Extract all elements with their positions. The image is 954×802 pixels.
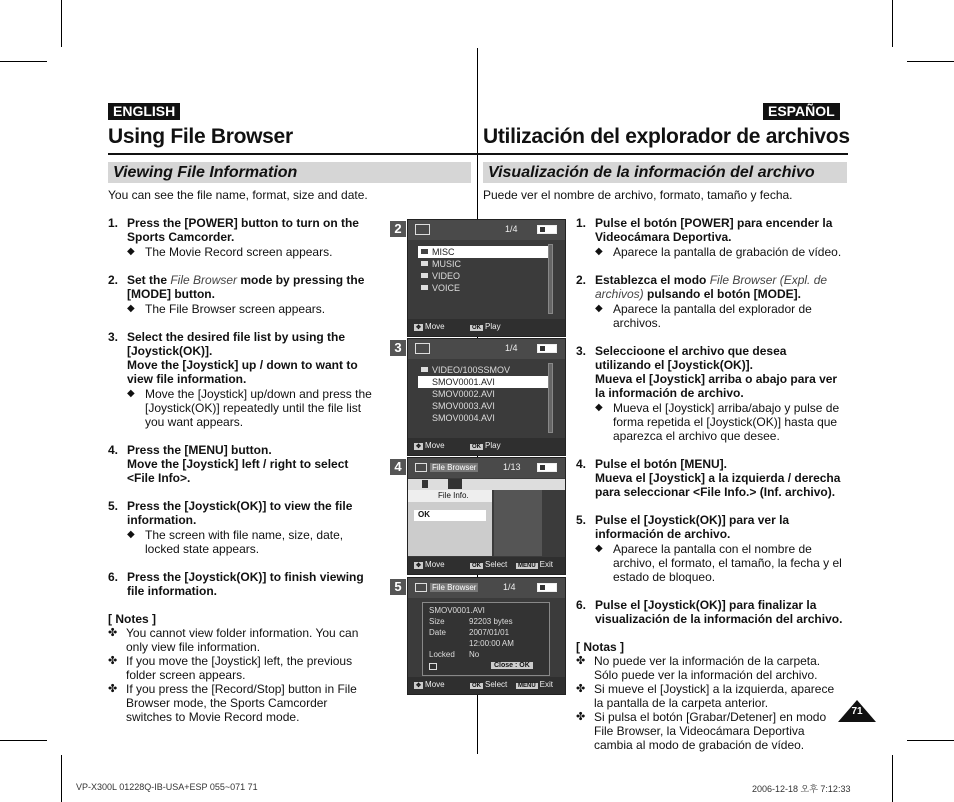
ok-option[interactable]: OK [414, 510, 486, 521]
crop-mark [907, 740, 954, 741]
step-text: Press the [Joystick(OK)] to finish viewing file information. [127, 570, 364, 598]
crop-mark [892, 755, 893, 802]
crop-mark [61, 0, 62, 47]
joystick-icon: ✥ [416, 683, 422, 689]
step-number: 2. [108, 273, 119, 287]
list-item[interactable]: VOICE [418, 282, 553, 294]
screen-number: 5 [390, 579, 406, 595]
camcorder-screen [407, 338, 566, 456]
screen-topbar [408, 339, 565, 359]
step-body [595, 457, 845, 499]
step-number: 2. [576, 273, 587, 287]
file-counter: 1/4 [503, 582, 516, 592]
joystick-icon: ✥ [416, 325, 422, 331]
list-item[interactable]: SMOV0001.AVI [418, 376, 553, 388]
size-label: Size [429, 617, 445, 626]
page-title-spanish: Utilización del explorador de archivos [483, 125, 850, 148]
step-body [595, 216, 845, 259]
step-number: 3. [108, 330, 119, 344]
step-item [108, 273, 376, 316]
screen-number: 4 [390, 459, 406, 475]
battery-icon [537, 583, 557, 592]
intro-english: You can see the file name, format, size and date. [108, 188, 368, 202]
select-hint: OK Select [472, 680, 508, 689]
folder-icon [415, 343, 430, 354]
step-body [127, 499, 375, 556]
note-item: ✤ Si pulsa el botón [Grabar/Detener] en modo File Browser, la Videocámara Deportiva cambia al modo de grabación de vídeo. [576, 710, 846, 752]
screen-topbar [408, 578, 565, 598]
joystick-icon: ✥ [416, 444, 422, 450]
step-body [595, 273, 845, 330]
steps-spanish [576, 216, 846, 752]
camcorder-screen [407, 577, 566, 695]
notes-title: [ Notes ] [108, 612, 156, 626]
page-number-badge [838, 700, 876, 722]
step-number: 1. [108, 216, 119, 230]
step-text-secondary: Mueva el [Joystick] a la izquierda / derecha para seleccionar <File Info.> (Inf. archivo). [595, 471, 841, 499]
scrollbar[interactable] [548, 363, 553, 433]
footer-left: VP-X300L 01228Q-IB-USA+ESP 055~071 71 [76, 782, 258, 792]
step-number: 5. [576, 513, 587, 527]
step-bullet: ◆ The screen with file name, size, date, locked state appears. [127, 528, 375, 556]
lock-icon [422, 480, 428, 488]
notes-title: [ Notas ] [576, 640, 624, 654]
file-info-dialog [422, 602, 550, 676]
crop-mark [892, 0, 893, 47]
list-item[interactable]: MISC [418, 246, 553, 258]
step-body [595, 513, 845, 584]
step-item [576, 457, 846, 499]
step-number: 4. [108, 443, 119, 457]
crop-mark [61, 755, 62, 802]
screen-topbar [408, 220, 565, 240]
step-item [108, 216, 376, 259]
date-label: Date [429, 628, 446, 637]
step-body [595, 344, 845, 443]
title-rule [108, 153, 848, 155]
scrollbar[interactable] [548, 244, 553, 314]
file-list-background [494, 490, 542, 556]
step-bullet: ◆ Aparece la pantalla del explorador de archivos. [595, 302, 845, 330]
screen-step-2 [390, 219, 566, 339]
note-item: ✤ If you move the [Joystick] left, the previous folder screen appears. [108, 654, 376, 682]
folder-path: VIDEO/100SSMOV [418, 364, 553, 376]
step-number: 6. [108, 570, 119, 584]
move-hint: ✥ Move [416, 560, 445, 569]
step-number: 5. [108, 499, 119, 513]
menu-panel [408, 502, 492, 556]
step-text: Press the [MENU] button. [127, 443, 272, 457]
exit-hint: MENU Exit [518, 560, 554, 569]
date-value: 2007/01/01 [469, 628, 510, 637]
step-bullet: ◆ Move the [Joystick] up/down and press the [Joystick(OK)] repeatedly until the file list you want appears. [127, 387, 375, 429]
step-body [127, 443, 375, 485]
joystick-icon: ✥ [416, 563, 422, 569]
file-list [418, 364, 553, 424]
steps-english [108, 216, 376, 724]
language-badge-spanish: ESPAÑOL [763, 103, 840, 120]
play-hint: OK Play [472, 441, 501, 450]
battery-icon [537, 344, 557, 353]
step-number: 3. [576, 344, 587, 358]
step-text-secondary: Mueva el [Joystick] arriba o abajo para ver la información de archivo. [595, 372, 838, 400]
step-number: 1. [576, 216, 587, 230]
crop-mark [907, 61, 954, 62]
step-text: Select the desired file list by using the [Joystick(OK)]. [127, 330, 346, 358]
screen-step-3 [390, 338, 566, 458]
step-text: Press the [Joystick(OK)] to view the file information. [127, 499, 353, 527]
screen-topbar [408, 458, 565, 478]
step-text: Pulse el botón [POWER] para encender la Videocámara Deportiva. [595, 216, 833, 244]
list-item[interactable]: SMOV0003.AVI [432, 401, 495, 411]
crop-mark [0, 61, 47, 62]
section-heading-english: Viewing File Information [108, 162, 471, 183]
list-item[interactable]: MUSIC [418, 258, 553, 270]
select-hint: OK Select [472, 560, 508, 569]
file-name: SMOV0001.AVI [429, 606, 485, 615]
battery-icon [537, 225, 557, 234]
mode-title: File Browser [432, 463, 477, 472]
screen-step-4 [390, 457, 566, 577]
step-bullet: ◆ Aparece la pantalla con el nombre de archivo, el formato, el tamaño, la fecha y el estado de bloqueo. [595, 542, 845, 584]
step-body [127, 273, 375, 316]
file-info-icon[interactable] [448, 479, 462, 489]
folder-icon [421, 367, 428, 372]
step-text: Pulse el [Joystick(OK)] para ver la información de archivo. [595, 513, 790, 541]
page-title-english: Using File Browser [108, 125, 293, 148]
battery-icon [537, 463, 557, 472]
close-button[interactable]: Close : OK [491, 662, 533, 669]
folder-icon [421, 285, 428, 290]
list-item[interactable]: SMOV0002.AVI [432, 389, 495, 399]
list-item[interactable]: VIDEO [418, 270, 553, 282]
step-bullet: ◆ The Movie Record screen appears. [127, 245, 375, 259]
size-value: 92203 bytes [469, 617, 513, 626]
note-item: ✤ You cannot view folder information. You can only view file information. [108, 626, 376, 654]
step-item [108, 443, 376, 485]
step-item [108, 330, 376, 429]
footer-right: 2006-12-18 오후 7:12:33 [752, 784, 851, 794]
screen-number: 3 [390, 340, 406, 356]
step-text-secondary: Move the [Joystick] left / right to select <File Info>. [127, 457, 349, 485]
note-item: ✤ No puede ver la información de la carpeta. Sólo puede ver la información del archivo. [576, 654, 846, 682]
camcorder-screen [407, 457, 566, 575]
folder-list [418, 246, 553, 294]
move-hint: ✥ Move [416, 441, 445, 450]
note-item: ✤ If you press the [Record/Stop] button in File Browser mode, the Sports Camcorder switches to Movie Record mode. [108, 682, 376, 724]
page-number: 71 [851, 706, 863, 717]
step-body [127, 216, 375, 259]
screen-bottombar [408, 319, 565, 336]
step-item [576, 598, 846, 626]
step-text-secondary: Move the [Joystick] up / down to want to view file information. [127, 358, 358, 386]
step-text: Press the [POWER] button to turn on the Sports Camcorder. [127, 216, 359, 244]
screen-bottombar [408, 557, 565, 574]
screen-number: 2 [390, 221, 406, 237]
step-body [127, 330, 375, 429]
step-item [576, 273, 846, 330]
step-text: Establezca el modo File Browser (Expl. de archivos) pulsando el botón [MODE]. [595, 273, 828, 301]
file-counter: 1/4 [505, 343, 518, 353]
step-number: 6. [576, 598, 587, 612]
folder-icon [421, 261, 428, 266]
step-item [108, 499, 376, 556]
file-counter: 1/4 [505, 224, 518, 234]
step-text: Pulse el [Joystick(OK)] para finalizar la visualización de la información del archivo. [595, 598, 843, 626]
file-icon [429, 663, 437, 670]
step-text: Set the File Browser mode by pressing the [MODE] button. [127, 273, 365, 301]
section-heading-spanish: Visualización de la información del archivo [483, 162, 847, 183]
file-counter: 1/13 [503, 462, 521, 472]
step-body [127, 570, 375, 598]
move-hint: ✥ Move [416, 322, 445, 331]
screen-step-5 [390, 577, 566, 697]
step-text: Seleccioone el archivo que desea utilizando el [Joystick(OK)]. [595, 344, 787, 372]
locked-label: Locked [429, 650, 455, 659]
folder-icon [415, 583, 427, 592]
mode-title: File Browser [432, 583, 477, 592]
folder-icon [415, 463, 427, 472]
folder-icon [415, 224, 430, 235]
step-body [595, 598, 845, 626]
mode-name: File Browser (Expl. de archivos) [595, 273, 828, 301]
step-item [576, 344, 846, 443]
folder-icon [421, 249, 428, 254]
mode-name: File Browser [170, 273, 238, 287]
menu-item-file-info[interactable]: File Info. [408, 490, 492, 502]
screen-bottombar [408, 677, 565, 694]
step-item [576, 216, 846, 259]
list-item[interactable]: SMOV0004.AVI [432, 413, 495, 423]
crop-mark [0, 740, 47, 741]
locked-value: No [469, 650, 480, 659]
step-number: 4. [576, 457, 587, 471]
step-bullet: ◆ The File Browser screen appears. [127, 302, 375, 316]
exit-hint: MENU Exit [518, 680, 554, 689]
step-bullet: ◆ Aparece la pantalla de grabación de vídeo. [595, 245, 845, 259]
menu-icon-strip [408, 479, 566, 490]
step-bullet: ◆ Mueva el [Joystick] arriba/abajo y pulse de forma repetida el [Joystick(OK)] hasta que aparezca el archivo que desee. [595, 401, 845, 443]
step-item [108, 570, 376, 598]
step-text: Pulse el botón [MENU]. [595, 457, 727, 471]
move-hint: ✥ Move [416, 680, 445, 689]
camcorder-screen [407, 219, 566, 337]
intro-spanish: Puede ver el nombre de archivo, formato, tamaño y fecha. [483, 188, 793, 202]
folder-icon [421, 273, 428, 278]
step-item [576, 513, 846, 584]
note-item: ✤ Si mueve el [Joystick] a la izquierda, aparece la pantalla de la carpeta anterior. [576, 682, 846, 710]
language-badge-english: ENGLISH [108, 103, 180, 120]
play-hint: OK Play [472, 322, 501, 331]
time-value: 12:00:00 AM [469, 639, 514, 648]
screen-bottombar [408, 438, 565, 455]
